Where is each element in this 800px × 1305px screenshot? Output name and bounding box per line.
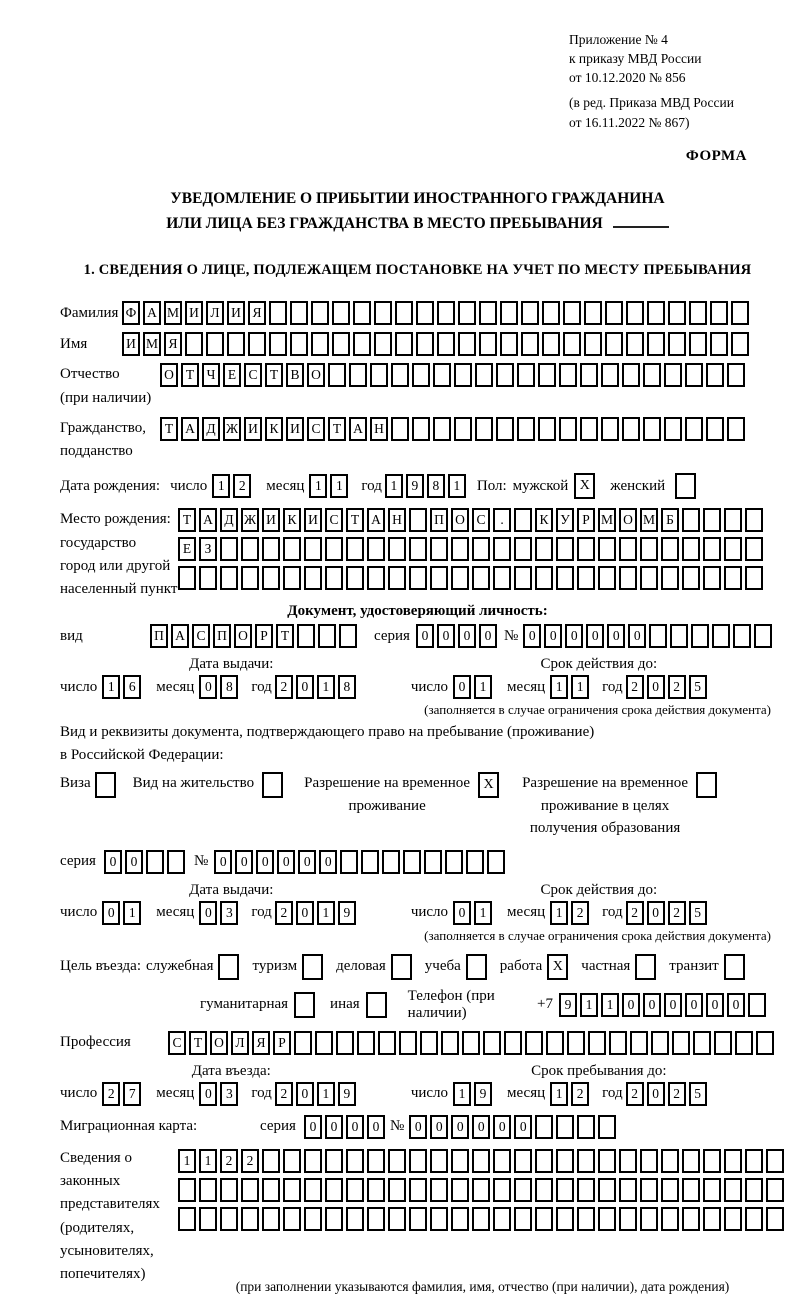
birthplace-cells-2[interactable]: Е З [178,537,766,561]
res-valid-until-label: Срок действия до: [540,881,658,898]
birthplace-row [60,508,775,601]
birthplace-label-2: государство [60,534,137,551]
annex-line: (в ред. Приказа МВД России [569,95,734,111]
title-line-2: ИЛИ ЛИЦА БЕЗ ГРАЖДАНСТВА В МЕСТО ПРЕБЫВАНИЯ [60,212,775,237]
migcard-series-label: серия [260,1118,296,1135]
annex-line: Приложение № 4 [569,32,668,47]
firstname-label: Имя [60,335,88,352]
visa-checkbox[interactable] [95,772,119,798]
patronymic-label-block [60,363,160,410]
entry-month-cells[interactable]: 0 3 [199,1082,241,1106]
doc-valid-year-cells[interactable]: 2 0 2 5 [626,675,710,699]
residence-doc-dates-row [60,901,775,925]
profession-label: Профессия [60,1034,131,1051]
stay-day-cells[interactable]: 1 9 [453,1082,495,1106]
residence-doc-types-row [60,772,775,840]
representatives-label-block: Сведения о законных представителях (родителях, усыновителях, попечителях) [60,1149,160,1283]
residence-doc-series-row [60,850,775,874]
patronymic-cells[interactable]: О Т Ч Е С Т В О [160,363,748,387]
doc-issue-month-cells[interactable]: 0 8 [199,675,241,699]
temp-residence-label: Разрешение на временное проживание [304,775,471,814]
female-checkbox[interactable] [675,473,699,499]
residence-doc-heading-2: в Российской Федерации: [60,747,224,764]
citizenship-label-block [60,417,160,464]
entry-year-cells[interactable]: 2 0 1 9 [275,1082,359,1106]
residence-permit-label: Вид на жительство [132,775,255,792]
res-issue-day-cells[interactable]: 0 1 [102,901,144,925]
stay-year-cells[interactable]: 2 0 2 5 [626,1082,710,1106]
migcard-series-cells[interactable]: 0 0 0 0 [304,1115,388,1139]
birth-year-cells[interactable]: 1 9 8 1 [385,474,469,498]
stay-until-date: число 1 9 месяц 1 2 год 2 0 2 5 [411,1082,710,1106]
temp-residence-edu-checkbox[interactable] [696,772,720,798]
doc-valid-until-date: число 0 1 месяц 1 1 год 2 0 2 5 [411,675,710,699]
doc-valid-month-cells[interactable]: 1 1 [550,675,592,699]
purpose-work-checkbox[interactable]: X [547,954,571,980]
citizenship-cells[interactable]: Т А Д Ж И К И С Т А Н [160,417,748,441]
purpose-study-label: учеба [424,958,461,975]
purpose-phone-row [60,988,775,1022]
purpose-humanitarian-checkbox[interactable] [294,992,318,1018]
res-issue-year-cells[interactable]: 2 0 1 9 [275,901,359,925]
birth-day-cells[interactable]: 1 2 [212,474,254,498]
purpose-official-checkbox[interactable] [218,954,242,980]
female-label: женский [610,477,666,494]
phone-cells[interactable]: 9 1 1 0 0 0 0 0 0 [559,993,769,1017]
representatives-cells-block [178,1147,787,1295]
forma-label: ФОРМА [685,147,747,164]
entry-date: число 2 7 месяц 0 3 год 2 0 1 9 [60,1082,359,1106]
stay-until-label: Срок пребывания до: [531,1062,667,1079]
temp-residence-edu-option [522,772,720,840]
document-title [60,187,775,237]
visa-label: Виза [60,775,91,792]
doc-series-cells[interactable]: 0 0 0 0 [416,624,500,648]
sex-label: Пол: [476,477,507,494]
phone-label: Телефон (при наличии) [407,987,495,1021]
entry-date-label: Дата въезда: [191,1062,271,1079]
residence-permit-checkbox[interactable] [262,772,286,798]
birthdate-row [60,473,775,499]
birthplace-cells-block [178,508,766,595]
temp-residence-edu-label: Разрешение на временное проживание в целях получения образования [522,775,689,837]
doc-issue-date: число 1 6 месяц 0 8 год 2 0 1 8 [60,675,359,699]
birthdate-label: Дата рождения: [60,477,161,494]
male-checkbox[interactable]: X [574,473,598,499]
purpose-business-label: деловая [336,958,386,975]
migcard-number-label: № [389,1118,405,1135]
res-number-cells[interactable]: 0 0 0 0 0 0 [214,850,508,874]
res-issue-date: число 0 1 месяц 0 3 год 2 0 1 9 [60,901,359,925]
res-number-label: № [193,853,209,870]
res-valid-month-cells[interactable]: 1 2 [550,901,592,925]
annex-reference [569,30,769,132]
citizenship-row [60,417,775,464]
entry-dates-head [60,1063,775,1080]
surname-label: Фамилия [60,304,119,321]
residence-permit-option [133,772,286,798]
identity-doc-dates-head [60,656,775,673]
migcard-number-cells[interactable]: 0 0 0 0 0 0 [409,1115,619,1139]
annex-line: к приказу МВД России [569,51,702,67]
res-valid-note: (заполняется в случае ограничения срока действия документа) [424,927,771,943]
identity-doc-heading: Документ, удостоверяющий личность: [287,603,548,620]
birthplace-label-1: Место рождения: [60,511,171,528]
purpose-other-label: иная [330,996,360,1013]
purpose-label: Цель въезда: [60,958,141,975]
surname-cells[interactable]: Ф А М И Л И Я [122,301,752,325]
year-label: год [361,477,382,494]
visa-option [60,772,119,798]
phone-prefix: +7 [537,996,553,1013]
birthplace-label-block [60,508,178,601]
purpose-other-checkbox[interactable] [366,992,390,1018]
purpose-business-checkbox[interactable] [391,954,415,980]
purpose-study-checkbox[interactable] [466,954,490,980]
migration-card-label: Миграционная карта: [60,1118,198,1135]
entry-purpose-row [60,954,775,980]
birthplace-cells-3[interactable] [178,566,766,590]
migration-card-row [60,1115,775,1139]
res-valid-day-cells[interactable]: 0 1 [453,901,495,925]
male-label: мужской [512,477,569,494]
purpose-humanitarian-label: гуманитарная [200,996,289,1013]
doc-issue-year-cells[interactable]: 2 0 1 8 [275,675,359,699]
patronymic-note: (при наличии) [60,389,152,406]
representatives-cells-1[interactable]: 1 1 2 2 [178,1149,787,1173]
surname-row [60,301,775,325]
doc-series-label: серия [374,627,410,644]
res-issue-date-label: Дата выдачи: [189,881,274,898]
citizenship-label-1: Гражданство, [60,419,147,436]
section-1-heading: 1. СВЕДЕНИЯ О ЛИЦЕ, ПОДЛЕЖАЩЕМ ПОСТАНОВКЕ НА УЧЕТ ПО МЕСТУ ПРЕБЫВАНИЯ [83,262,752,279]
doc-kind-cells[interactable]: П А С П О Р Т [150,624,360,648]
representatives-cells-3[interactable] [178,1207,787,1231]
res-issue-month-cells[interactable]: 0 3 [199,901,241,925]
doc-number-cells[interactable]: 0 0 0 0 0 0 [523,624,775,648]
doc-number-label: № [503,627,519,644]
identity-doc-row [60,624,775,648]
profession-cells[interactable]: С Т О Л Я Р [168,1031,777,1055]
firstname-cells[interactable]: И М Я [122,332,752,356]
doc-valid-until-label: Срок действия до: [540,656,658,673]
res-valid-until-date: число 0 1 месяц 1 2 год 2 0 2 5 [411,901,710,925]
purpose-work-label: работа [499,958,543,975]
day-label: число [170,477,208,494]
representatives-cells-2[interactable] [178,1178,787,1202]
doc-valid-note: (заполняется в случае ограничения срока действия документа) [424,702,771,718]
doc-issue-day-cells[interactable]: 1 6 [102,675,144,699]
citizenship-label-2: подданство [60,443,133,460]
birthplace-cells-1[interactable]: Т А Д Ж И К И С Т А Н П О С . К У Р М О М Б [178,508,766,532]
purpose-official-label: служебная [145,958,214,975]
res-valid-year-cells[interactable]: 2 0 2 5 [626,901,710,925]
residence-doc-dates-head [60,882,775,899]
doc-issue-date-label: Дата выдачи: [189,656,274,673]
firstname-row [60,332,775,356]
title-underline [613,214,669,228]
month-label: месяц [266,477,305,494]
annex-line: от 16.11.2022 № 867) [569,114,690,130]
doc-valid-day-cells[interactable]: 0 1 [453,675,495,699]
temp-residence-option [304,772,502,817]
entry-dates-row [60,1082,775,1106]
birth-month-cells[interactable]: 1 1 [309,474,351,498]
purpose-private-checkbox[interactable] [635,954,659,980]
identity-doc-dates-row [60,675,775,699]
annex-line: от 10.12.2020 № 856 [569,70,686,86]
profession-row [60,1031,775,1055]
representatives-note: (при заполнении указываются фамилия, имя, отчество (при наличии), дата рождения) [235,1278,730,1294]
purpose-tourism-checkbox[interactable] [302,954,326,980]
stay-month-cells[interactable]: 1 2 [550,1082,592,1106]
residence-doc-heading-1: Вид и реквизиты документа, подтверждающего право на пребывание (проживание) [60,724,595,741]
doc-kind-label: вид [60,627,83,644]
purpose-transit-label: транзит [669,958,719,975]
representatives-row [60,1147,775,1295]
entry-day-cells[interactable]: 2 7 [102,1082,144,1106]
birthdate-fields [170,474,469,498]
temp-residence-checkbox[interactable]: X [478,772,502,798]
patronymic-row [60,363,775,410]
patronymic-label: Отчество [60,366,120,383]
res-series-cells[interactable]: 0 0 [104,850,188,874]
purpose-private-label: частная [581,958,631,975]
title-line-1: УВЕДОМЛЕНИЕ О ПРИБЫТИИ ИНОСТРАННОГО ГРАЖДАНИНА [170,189,665,207]
purpose-tourism-label: туризм [252,958,298,975]
birthplace-label-3: город или другой [60,557,171,574]
purpose-transit-checkbox[interactable] [724,954,748,980]
birthplace-label-4: населенный пункт [60,581,178,598]
res-series-label: серия [60,853,96,870]
